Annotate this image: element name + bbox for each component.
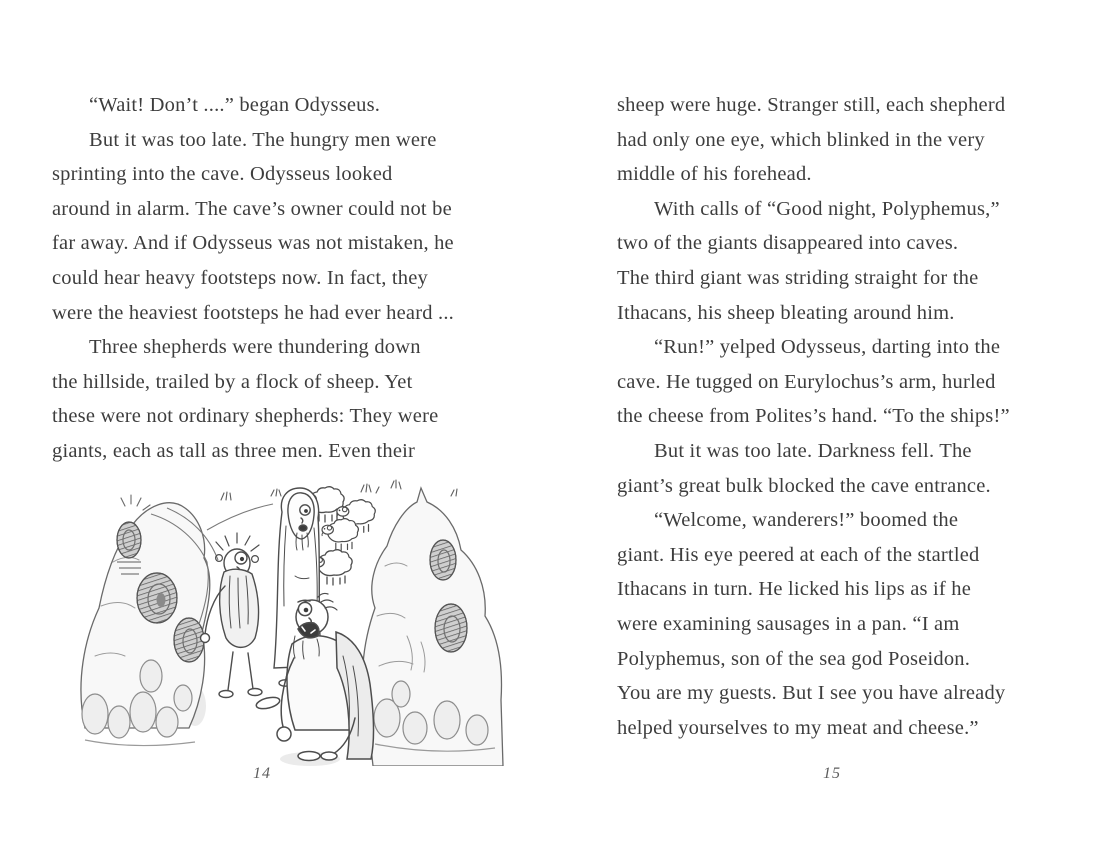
text-line: far away. And if Odysseus was not mistaken, he bbox=[52, 232, 454, 255]
text-line: With calls of “Good night, Polyphemus,” bbox=[654, 197, 1000, 220]
giant-front bbox=[255, 593, 373, 760]
text-line: But it was too late. Darkness fell. The bbox=[654, 439, 972, 462]
text-line: the cheese from Polites’s hand. “To the ships!” bbox=[617, 405, 1010, 428]
text-line: “Run!” yelped Odysseus, darting into the bbox=[654, 336, 1001, 359]
right-page-text bbox=[617, 88, 1087, 745]
text-line: giants, each as tall as three men. Even their bbox=[52, 439, 416, 462]
text-line: The third giant was striding straight for the bbox=[617, 266, 979, 289]
text-line: two of the giants disappeared into caves. bbox=[617, 232, 959, 255]
text-line: But it was too late. The hungry men were bbox=[89, 128, 437, 151]
text-line: were examining sausages in a pan. “I am bbox=[617, 612, 960, 635]
text-line: “Welcome, wanderers!” boomed the bbox=[654, 509, 959, 532]
text-line: around in alarm. The cave’s owner could not be bbox=[52, 197, 452, 220]
text-line: Ithacans, his sheep bleating around him. bbox=[617, 301, 955, 324]
text-line: Polyphemus, son of the sea god Poseidon. bbox=[617, 647, 971, 670]
text-line: helped yourselves to my meat and cheese.” bbox=[617, 716, 979, 739]
cyclops-shepherds-illustration bbox=[55, 466, 505, 766]
text-line: sheep were huge. Stranger still, each shepherd bbox=[617, 94, 1006, 116]
text-line: these were not ordinary shepherds: They were bbox=[52, 405, 439, 428]
page-number-left: 14 bbox=[253, 765, 271, 782]
text-line: cave. He tugged on Eurylochus’s arm, hurled bbox=[617, 370, 996, 393]
giant-middle bbox=[201, 533, 263, 698]
text-line: “Wait! Don’t ....” began Odysseus. bbox=[89, 94, 381, 116]
illustration-svg bbox=[55, 466, 505, 766]
text-line: had only one eye, which blinked in the very bbox=[617, 128, 985, 151]
text-line: middle of his forehead. bbox=[617, 163, 812, 186]
text-line: the hillside, trailed by a flock of sheep. Yet bbox=[52, 370, 413, 393]
text-line: You are my guests. But I see you have already bbox=[617, 682, 1006, 705]
text-line: were the heaviest footsteps he had ever heard ... bbox=[52, 301, 454, 324]
text-line: giant’s great bulk blocked the cave entrance. bbox=[617, 474, 991, 497]
text-line: sprinting into the cave. Odysseus looked bbox=[52, 163, 393, 186]
text-line: could hear heavy footsteps now. In fact, they bbox=[52, 266, 428, 289]
text-line: giant. His eye peered at each of the startled bbox=[617, 543, 980, 566]
text-line: Ithacans in turn. He licked his lips as if he bbox=[617, 578, 971, 601]
text-line: Three shepherds were thundering down bbox=[89, 336, 421, 359]
page-number-right: 15 bbox=[823, 765, 841, 782]
left-page-text bbox=[52, 88, 522, 469]
